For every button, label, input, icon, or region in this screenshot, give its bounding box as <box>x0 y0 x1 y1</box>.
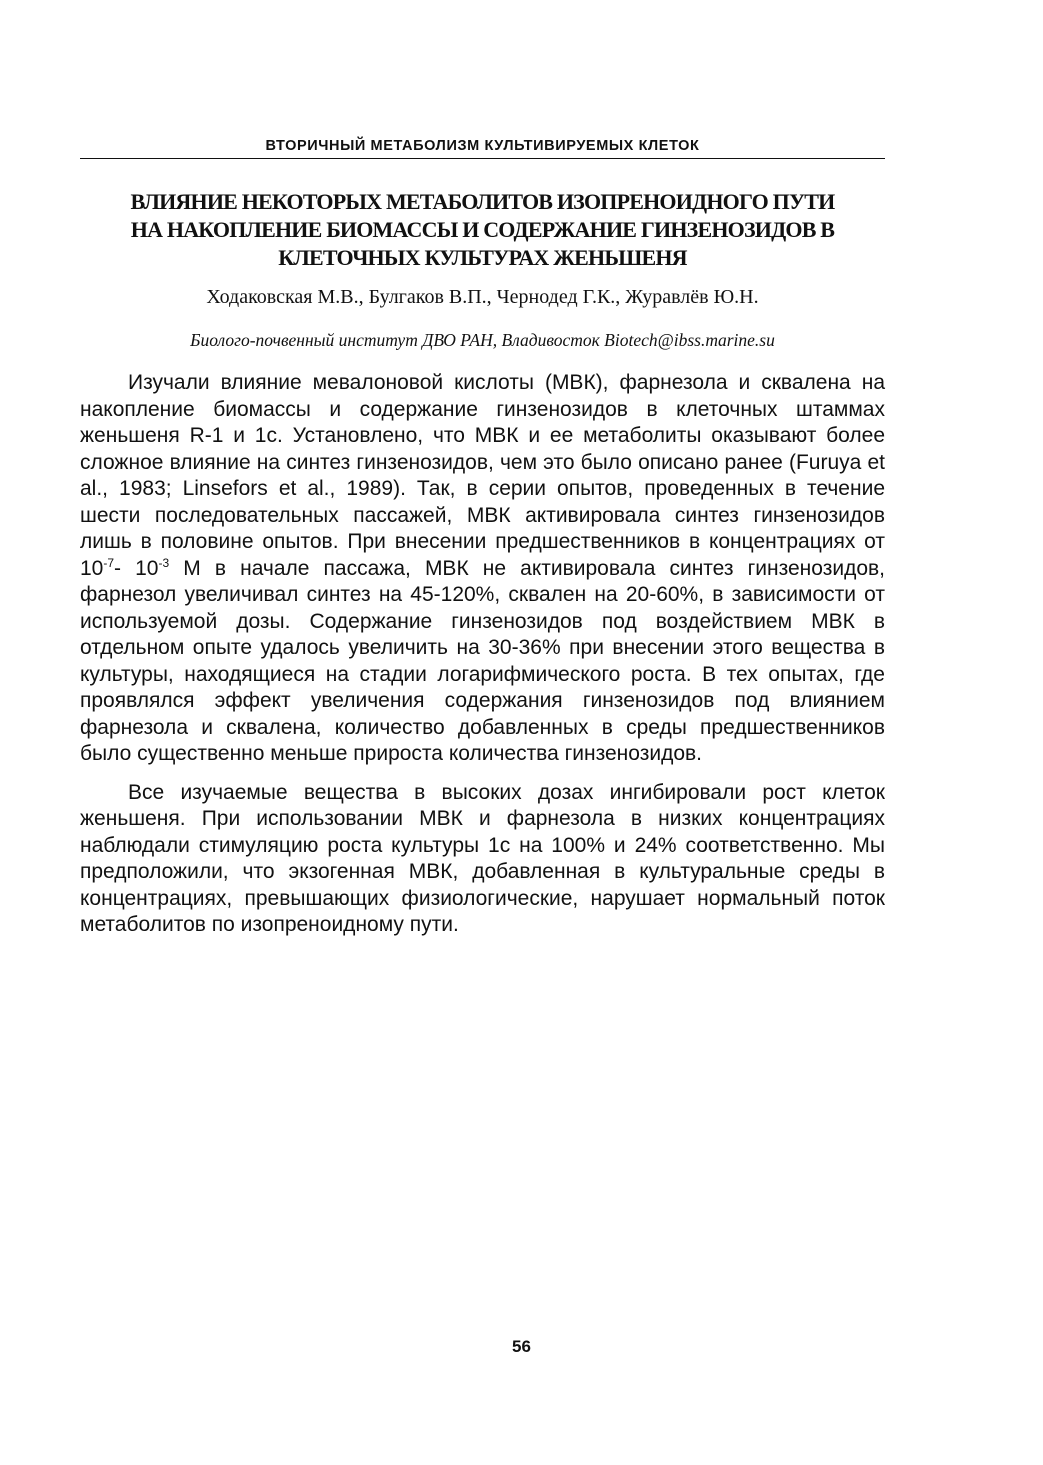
page-number: 56 <box>512 1337 531 1356</box>
exponent-2: -3 <box>158 555 170 570</box>
title-line-2: НА НАКОПЛЕНИЕ БИОМАССЫ И СОДЕРЖАНИЕ ГИНЗЕНОЗИДОВ В <box>130 217 835 242</box>
paragraph-1-part-2: - 10 <box>114 556 159 580</box>
affiliation: Биолого-почвенный институт ДВО РАН, Владивосток Biotech@ibss.marine.su <box>190 330 775 350</box>
title-line-1: ВЛИЯНИЕ НЕКОТОРЫХ МЕТАБОЛИТОВ ИЗОПРЕНОИДНОГО ПУТИ <box>130 189 835 214</box>
authors: Ходаковская М.В., Булгаков В.П., Чернодед Г.К., Журавлёв Ю.Н. <box>206 286 759 308</box>
paragraph-1-part-3: М в начале пассажа, МВК не активировала синтез гинзенозидов, фарнезол увеличивал синтез на 45-120%, сквален на 20-60%, в зависимости от используемой дозы. Содержание гинзенозидов под воздействием МВК в отдельном опыте удалось увеличить на 30-36% при внесении этого вещества в культуры, находящиеся на стадии логарифмического роста. В тех опытах, где проявлялся эффект увеличения содержания гинзенозидов под влиянием фарнезола и сквалена, количество добавленных в среды предшественников было существенно меньше прироста количества гинзенозидов. <box>80 556 885 765</box>
paragraph-1 <box>80 370 885 768</box>
title-line-3: КЛЕТОЧНЫХ КУЛЬТУРАХ ЖЕНЬШЕНЯ <box>278 245 687 270</box>
paragraph-1-part-1: Изучали влияние мевалоновой кислоты (МВК), фарнезола и сквалена на накопление биомассы и содержание гинзенозидов в клеточных штаммах женьшеня R-1 и 1с. Установлено, что МВК и ее метаболиты оказывают более сложное влияние на синтез гинзенозидов, чем это было описано ранее (Furuya et al., 1983; Linsefors et al., 1989). Так, в серии опытов, проведенных в течение шести последовательных пассажей, МВК активировала синтез гинзенозидов лишь в половине опытов. При внесении предшественников в концентрациях от 10 <box>80 371 885 580</box>
article-body <box>80 370 885 939</box>
paragraph-2: Все изучаемые вещества в высоких дозах ингибировали рост клеток женьшеня. При использовании МВК и фарнезола в низких концентрациях наблюдали стимуляцию роста культуры 1с на 100% и 24% соответственно. Мы предположили, что экзогенная МВК, добавленная в культуральные среды в концентрациях, превышающих физиологические, нарушает нормальный поток метаболитов по изопреноидному пути. <box>80 780 885 936</box>
exponent-1: -7 <box>103 555 115 570</box>
running-header: ВТОРИЧНЫЙ МЕТАБОЛИЗМ КУЛЬТИВИРУЕМЫХ КЛЕТОК <box>265 138 700 154</box>
header-divider <box>80 158 885 159</box>
article-title <box>80 188 885 272</box>
